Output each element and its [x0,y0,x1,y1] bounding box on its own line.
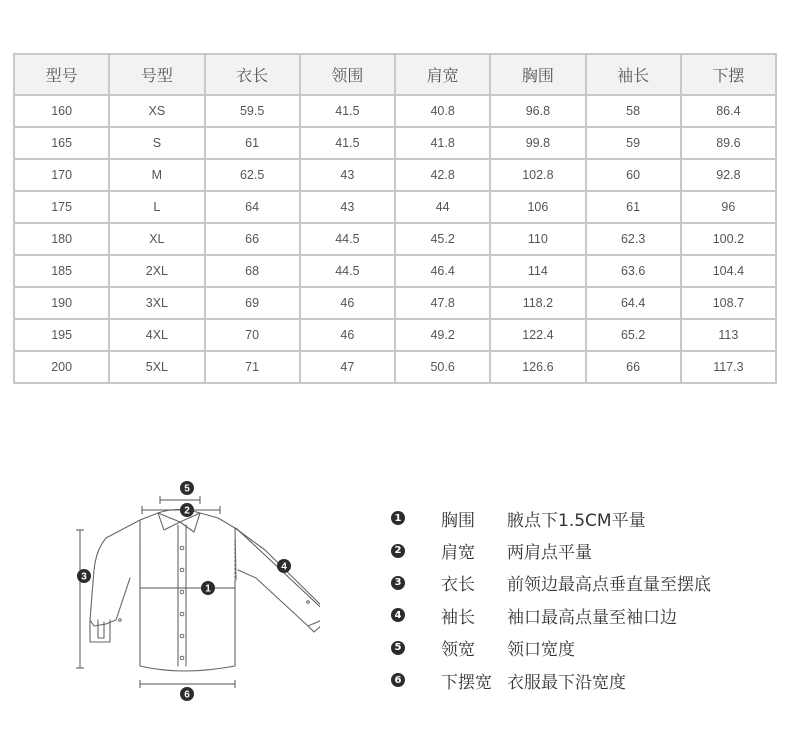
table-cell: 86.4 [681,95,776,127]
table-cell: 58 [586,95,681,127]
legend-number-badge: 3 [391,576,405,590]
table-cell: 64.4 [586,287,681,319]
table-cell: 92.8 [681,159,776,191]
table-cell: 49.2 [395,319,490,351]
table-row [14,351,776,383]
table-cell: 4XL [109,319,204,351]
legend-item [388,502,783,534]
legend-measure-description: 两肩点平量 [507,543,592,564]
legend-item [388,632,783,664]
table-cell: 42.8 [395,159,490,191]
table-row [14,95,776,127]
table-cell: 165 [14,127,109,159]
table-cell: 46 [300,287,395,319]
table-cell: 200 [14,351,109,383]
legend-number-badge: 1 [391,511,405,525]
legend-number-badge: 2 [391,544,405,558]
table-cell: 70 [205,319,300,351]
table-cell: 47 [300,351,395,383]
column-header: 衣长 [205,54,300,95]
table-cell: 108.7 [681,287,776,319]
table-cell: 180 [14,223,109,255]
table-cell: 44.5 [300,255,395,287]
table-cell: 66 [205,223,300,255]
legend-item [388,567,783,599]
table-cell: 96 [681,191,776,223]
table-cell: 160 [14,95,109,127]
table-cell: 63.6 [586,255,681,287]
column-header: 下摆 [681,54,776,95]
table-cell: 41.5 [300,127,395,159]
legend-measure-description: 前领边最高点垂直量至摆底 [507,575,711,596]
table-cell: 100.2 [681,223,776,255]
table-cell: 59.5 [205,95,300,127]
table-cell: 89.6 [681,127,776,159]
table-cell: 66 [586,351,681,383]
table-cell: 64 [205,191,300,223]
table-cell: 3XL [109,287,204,319]
table-row [14,191,776,223]
legend-number-badge: 4 [391,608,405,622]
table-cell: 71 [205,351,300,383]
table-cell: 104.4 [681,255,776,287]
column-header: 肩宽 [395,54,490,95]
legend-measure-name: 袖长 [441,607,475,628]
table-cell: 195 [14,319,109,351]
svg-text:5: 5 [184,483,190,495]
table-cell: 45.2 [395,223,490,255]
table-cell: 43 [300,191,395,223]
size-chart-header [14,54,776,95]
legend-number-badge: 5 [391,641,405,655]
column-header: 号型 [109,54,204,95]
column-header: 胸围 [490,54,585,95]
table-cell: 62.3 [586,223,681,255]
table-cell: 60 [586,159,681,191]
table-cell: S [109,127,204,159]
column-header: 领围 [300,54,395,95]
table-cell: 113 [681,319,776,351]
table-cell: 117.3 [681,351,776,383]
table-cell: M [109,159,204,191]
table-cell: 46 [300,319,395,351]
table-cell: XL [109,223,204,255]
svg-text:4: 4 [281,561,287,573]
table-row [14,127,776,159]
shirt-measurement-diagram [60,470,320,710]
diagram-marker-4 [277,559,291,573]
table-cell: 61 [205,127,300,159]
table-cell: 41.5 [300,95,395,127]
table-cell: 2XL [109,255,204,287]
header-row [14,54,776,95]
table-cell: 43 [300,159,395,191]
legend-measure-name: 领宽 [441,640,475,661]
table-cell: 114 [490,255,585,287]
table-cell: 61 [586,191,681,223]
table-cell: 44 [395,191,490,223]
measurement-legend [388,502,783,696]
table-cell: 122.4 [490,319,585,351]
table-row [14,287,776,319]
legend-measure-description: 腋点下1.5CM平量 [507,510,646,531]
table-row [14,159,776,191]
legend-measure-description: 衣服最下沿宽度 [507,672,626,693]
table-cell: 65.2 [586,319,681,351]
table-cell: 126.6 [490,351,585,383]
table-cell: 50.6 [395,351,490,383]
table-cell: 5XL [109,351,204,383]
table-cell: 59 [586,127,681,159]
table-cell: 62.5 [205,159,300,191]
size-chart-table [13,53,777,384]
table-cell: 190 [14,287,109,319]
legend-number-badge: 6 [391,673,405,687]
column-header: 袖长 [586,54,681,95]
table-row [14,319,776,351]
legend-item [388,599,783,631]
svg-text:6: 6 [184,689,190,701]
table-cell: XS [109,95,204,127]
svg-text:2: 2 [184,505,190,517]
table-cell: 185 [14,255,109,287]
size-chart-body [14,95,776,383]
table-row [14,223,776,255]
table-cell: 68 [205,255,300,287]
column-header: 型号 [14,54,109,95]
diagram-marker-5 [180,481,194,495]
legend-measure-description: 领口宽度 [507,640,575,661]
table-cell: 47.8 [395,287,490,319]
svg-text:3: 3 [81,571,87,583]
table-cell: 41.8 [395,127,490,159]
legend-measure-name: 肩宽 [441,543,475,564]
legend-item [388,664,783,696]
diagram-marker-1 [201,581,215,595]
table-cell: 106 [490,191,585,223]
table-cell: 96.8 [490,95,585,127]
table-cell: 118.2 [490,287,585,319]
legend-item [388,534,783,566]
table-cell: 46.4 [395,255,490,287]
svg-text:1: 1 [205,583,211,595]
table-cell: 99.8 [490,127,585,159]
table-cell: 110 [490,223,585,255]
table-cell: 175 [14,191,109,223]
table-cell: 40.8 [395,95,490,127]
table-cell: 102.8 [490,159,585,191]
legend-measure-description: 袖口最高点量至袖口边 [507,607,677,628]
diagram-marker-2 [180,503,194,517]
table-cell: 69 [205,287,300,319]
table-cell: 170 [14,159,109,191]
table-cell: L [109,191,204,223]
table-row [14,255,776,287]
table-cell: 44.5 [300,223,395,255]
diagram-marker-6 [180,687,194,701]
measurement-lines [76,496,320,688]
legend-measure-name: 下摆宽 [441,672,492,693]
diagram-marker-3 [77,569,91,583]
legend-measure-name: 胸围 [441,510,475,531]
legend-measure-name: 衣长 [441,575,475,596]
